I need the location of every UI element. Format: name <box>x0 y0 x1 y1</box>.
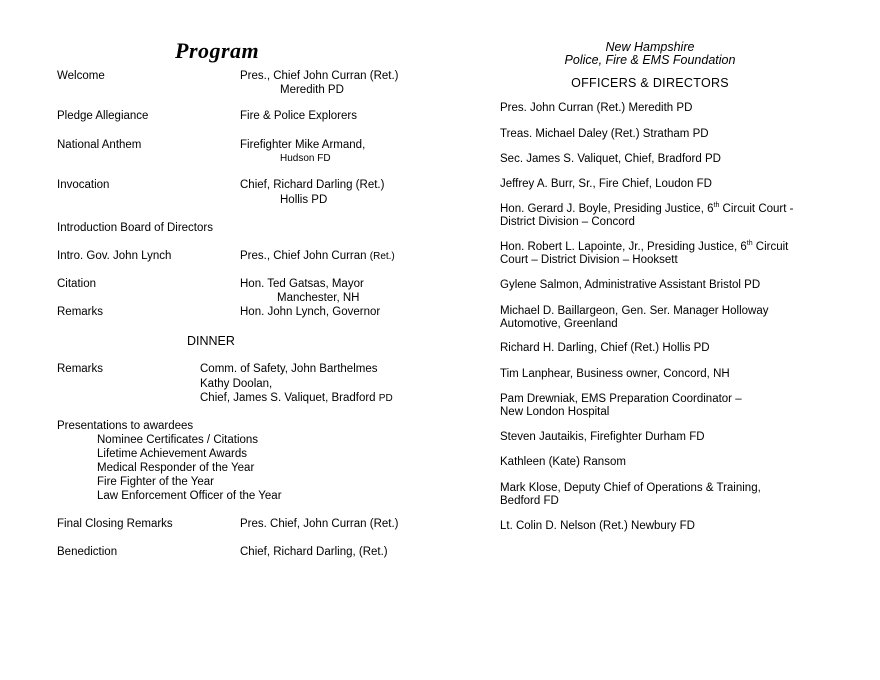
member-text: Circuit Court - <box>719 203 794 215</box>
program-label-closing: Final Closing Remarks <box>57 518 173 530</box>
program-value-intro-gov-main: Pres., Chief John Curran <box>240 250 367 262</box>
officers-heading: OFFICERS & DIRECTORS <box>571 76 729 90</box>
program-value-remarks: Hon. John Lynch, Governor <box>240 306 381 318</box>
foundation-name-line1: New Hampshire <box>605 40 695 54</box>
member-sup: th <box>713 202 720 210</box>
member-text: Hon. Gerard J. Boyle, Presiding Justice, 6 <box>500 203 714 215</box>
member-entry: Kathleen (Kate) Ransom <box>500 456 626 468</box>
foundation-name-line2: Police, Fire & EMS Foundation <box>564 53 736 67</box>
member-text: Hon. Robert L. Lapointe, Jr., Presiding Justice, 6 <box>500 241 747 253</box>
program-value2-invocation: Hollis PD <box>280 194 328 206</box>
program-value-intro-gov <box>240 249 395 264</box>
program-label-intro-board: Introduction Board of Directors <box>57 222 213 234</box>
program-value-welcome: Pres., Chief John Curran (Ret.) <box>240 70 399 82</box>
program-value2-anthem: Hudson FD <box>280 153 331 164</box>
program-label-citation: Citation <box>57 278 96 290</box>
program-label-remarks2: Remarks <box>57 363 104 375</box>
member-entry-line2: District Division – Concord <box>500 216 635 228</box>
member-entry: Steven Jautaikis, Firefighter Durham FD <box>500 431 705 443</box>
program-value-benediction: Chief, Richard Darling, (Ret.) <box>240 546 388 558</box>
program-label-welcome: Welcome <box>57 70 105 82</box>
program-value-intro-gov-ret: (Ret.) <box>369 251 395 262</box>
program-label-benediction: Benediction <box>57 546 118 558</box>
member-entry-line2: Bedford FD <box>500 495 559 507</box>
program-title: Program <box>175 38 260 63</box>
member-text: Circuit <box>752 241 789 253</box>
dinner-heading: DINNER <box>187 334 235 348</box>
program-label-intro-gov: Intro. Gov. John Lynch <box>57 250 172 262</box>
member-entry: Pres. John Curran (Ret.) Meredith PD <box>500 102 693 114</box>
program-value-closing: Pres. Chief, John Curran (Ret.) <box>240 518 399 530</box>
member-entry: Mark Klose, Deputy Chief of Operations & Training, <box>500 482 761 494</box>
program-value-invocation: Chief, Richard Darling (Ret.) <box>240 179 385 191</box>
program-value-citation: Hon. Ted Gatsas, Mayor <box>240 278 364 290</box>
member-entry-line2: Automotive, Greenland <box>500 318 618 330</box>
presentations-heading: Presentations to awardees <box>57 420 194 432</box>
program-label-remarks: Remarks <box>57 306 104 318</box>
presentation-item: Lifetime Achievement Awards <box>97 448 248 460</box>
program-value2-welcome: Meredith PD <box>280 84 344 96</box>
member-entry <box>500 202 793 216</box>
member-entry: Gylene Salmon, Administrative Assistant Bristol PD <box>500 279 761 291</box>
member-entry: Tim Lanphear, Business owner, Concord, NH <box>500 368 730 380</box>
program-label-pledge: Pledge Allegiance <box>57 110 149 122</box>
member-entry-line2: New London Hospital <box>500 406 610 418</box>
member-entry-line2: Court – District Division – Hooksett <box>500 254 678 266</box>
member-entry: Treas. Michael Daley (Ret.) Stratham PD <box>500 128 709 140</box>
remarks2-line-1: Comm. of Safety, John Barthelmes <box>200 363 378 375</box>
member-entry: Sec. James S. Valiquet, Chief, Bradford PD <box>500 153 721 165</box>
member-entry: Richard H. Darling, Chief (Ret.) Hollis PD <box>500 342 710 354</box>
member-sup: th <box>746 240 753 248</box>
presentation-item: Law Enforcement Officer of the Year <box>97 490 282 502</box>
member-entry: Jeffrey A. Burr, Sr., Fire Chief, Loudon FD <box>500 178 712 190</box>
presentation-item: Nominee Certificates / Citations <box>97 434 259 446</box>
member-entry: Pam Drewniak, EMS Preparation Coordinator – <box>500 393 742 405</box>
program-value-pledge: Fire & Police Explorers <box>240 110 357 122</box>
program-value-anthem: Firefighter Mike Armand, <box>240 139 366 151</box>
remarks2-line-3-main: Chief, James S. Valiquet, Bradford <box>200 392 376 404</box>
presentation-item: Fire Fighter of the Year <box>97 476 214 488</box>
remarks2-line-3-pd: PD <box>378 393 393 404</box>
member-entry: Lt. Colin D. Nelson (Ret.) Newbury FD <box>500 520 695 532</box>
presentation-item: Medical Responder of the Year <box>97 462 255 474</box>
remarks2-line-2: Kathy Doolan, <box>200 378 273 390</box>
member-entry: Michael D. Baillargeon, Gen. Ser. Manager Holloway <box>500 305 769 317</box>
remarks2-line-3 <box>200 391 393 406</box>
program-label-anthem: National Anthem <box>57 139 142 151</box>
program-value2-citation: Manchester, NH <box>277 292 360 304</box>
program-label-invocation: Invocation <box>57 179 110 191</box>
member-entry <box>500 240 788 254</box>
